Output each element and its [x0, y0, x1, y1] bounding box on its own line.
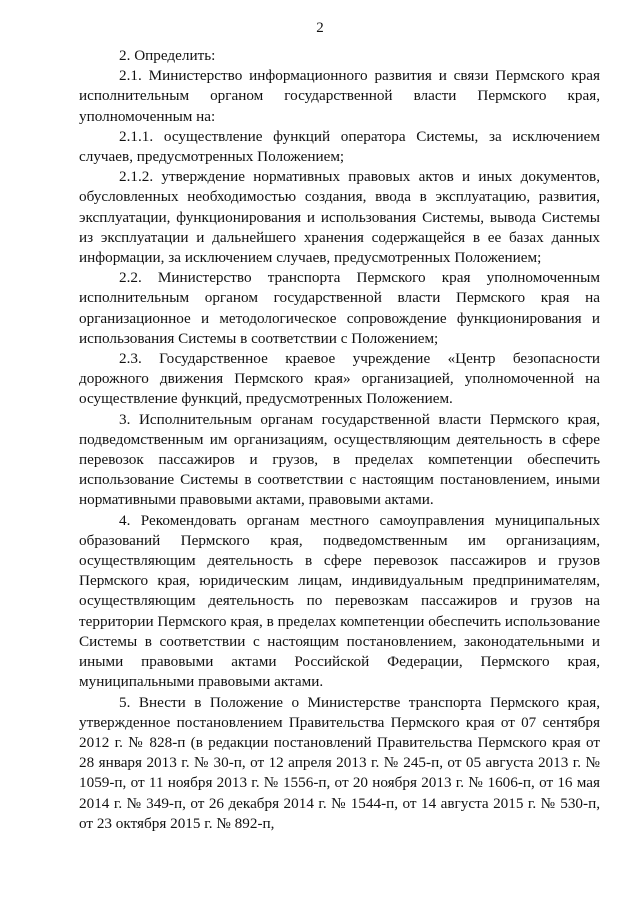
paragraph-4: 4. Рекомендовать органам местного самоуправления муниципальных образований Пермского края, подведомственным им организациям, осуществляющим деятельность в сфере перевозок пассажиров и грузов Пермского края, юридическим лицам, индивидуальным предпринимателям, осуществляющим деятельность по перевозкам пассажиров и грузов на территории Пермского края, в пределах компетенции обеспечить использование Системы в соответствии с настоящим постановлением, законодательными и иными правовыми актами Российской Федерации, Пермского края, муниципальными правовыми актами.	[79, 511, 600, 691]
paragraph-2-1: 2.1. Министерство информационного развития и связи Пермского края исполнительным органом государственной власти Пермского края, уполномоченным на:	[79, 67, 600, 125]
paragraph-5: 5. Внести в Положение о Министерстве транспорта Пермского края, утвержденное постановлением Правительства Пермского края от 07 сентября 2012 г. № 828-п (в редакции постановлений Правительства Пермского края от 28 января 2013 г. № 30-п, от 12 апреля 2013 г. № 245-п, от 05 августа 2013 г. № 1059-п, от 11 ноября 2013 г. № 1556-п, от 20 ноября 2013 г. № 1606-п, от 16 мая 2014 г. № 349-п, от 26 декабря 2014 г. № 1544-п, от 14 августа 2015 г. № 530-п, от 23 октября 2015 г. № 892-п,	[79, 693, 600, 832]
page-number: 2	[316, 20, 324, 36]
paragraph-2-3: 2.3. Государственное краевое учреждение «Центр безопасности дорожного движения Пермского края» организацией, уполномоченной на осуществление функций, предусмотренных Положением.	[79, 350, 600, 408]
paragraph-2: 2. Определить:	[119, 47, 216, 64]
paragraph-2-2: 2.2. Министерство транспорта Пермского края уполномоченным исполнительным органом государственной власти Пермского края на организационное и методологическое сопровождение функционирования и использования Системы в соответствии с Положением;	[79, 269, 600, 347]
document-body	[79, 46, 600, 834]
paragraph-2-1-2: 2.1.2. утверждение нормативных правовых актов и иных документов, обусловленных необходимостью создания, ввода в эксплуатацию, развития, эксплуатации, функционирования и использования Системы, вывода Системы из эксплуатации и дальнейшего хранения содержащейся в ее базах данных информации, за исключением случаев, предусмотренных Положением;	[79, 168, 600, 267]
paragraph-3: 3. Исполнительным органам государственной власти Пермского края, подведомственным им организациям, осуществляющим деятельность в сфере перевозок пассажиров и грузов, в пределах компетенции обеспечить использование Системы в соответствии с настоящим постановлением, иными нормативными правовыми актами, правовыми актами.	[79, 410, 600, 509]
paragraph-2-1-1: 2.1.1. осуществление функций оператора Системы, за исключением случаев, предусмотренных Положением;	[79, 127, 600, 166]
